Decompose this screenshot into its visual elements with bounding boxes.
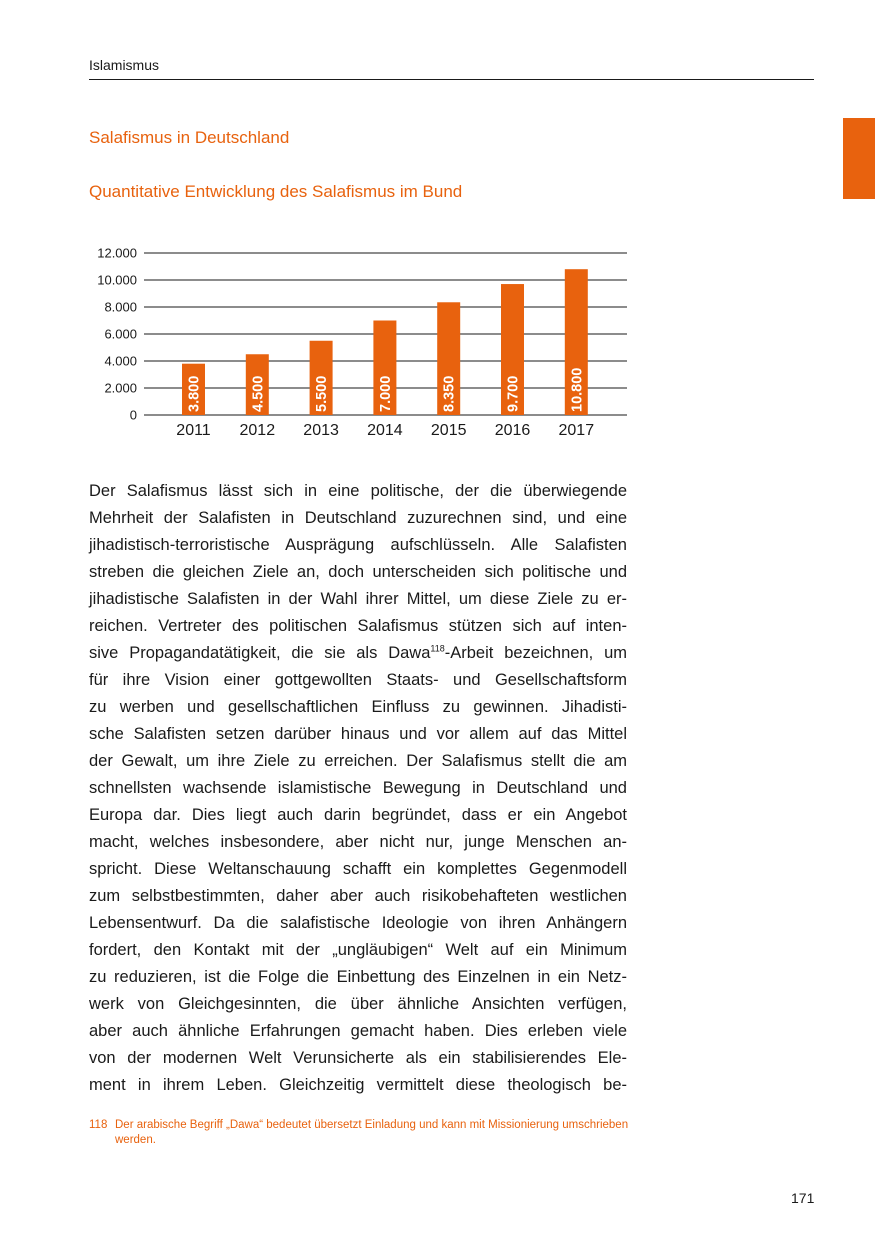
body-line-end: -Arbeit bezeichnen, um	[444, 644, 627, 662]
bar-value-label: 5.500	[314, 375, 331, 412]
body-line: ment in ihrem Leben. Gleichzeitig vermittelt diese theologisch be-	[89, 1076, 627, 1094]
body-line: werk von Gleichgesinnten, die über ähnliche Ansichten verfügen,	[89, 995, 627, 1013]
section-title: Salafismus in Deutschland	[89, 128, 290, 147]
x-tick-label: 2012	[239, 422, 276, 439]
body-line: Mehrheit der Salafisten in Deutschland zuzurechnen sind, und eine	[89, 509, 627, 527]
y-tick-label: 10.000	[97, 272, 137, 288]
body-line: von der modernen Welt Verunsicherte als ein stabilisierendes Ele-	[89, 1049, 627, 1067]
y-tick-label: 4.000	[104, 353, 137, 369]
y-tick-label: 0	[129, 407, 137, 423]
running-header: Islamismus	[89, 57, 160, 73]
body-line: jihadistische Salafisten in der Wahl ihrer Mittel, um diese Ziele zu er-	[89, 590, 627, 608]
footnote-reference: 118	[430, 643, 445, 654]
body-line: reichen. Vertreter des politischen Salafismus stützen sich auf inten-	[89, 617, 627, 635]
body-line: zum selbstbestimmten, daher aber auch risikobehafteten westlichen	[89, 887, 627, 905]
body-line: spricht. Diese Weltanschauung schafft ein komplettes Gegenmodell	[89, 860, 627, 878]
body-line: jihadistisch-terroristische Ausprägung aufschlüsseln. Alle Salafisten	[89, 536, 627, 554]
body-line: aber auch ähnliche Erfahrungen gemacht haben. Dies erleben viele	[89, 1022, 627, 1040]
y-tick-label: 6.000	[104, 326, 137, 342]
footnote-text: Der arabische Begriff „Dawa“ bedeutet übersetzt Einladung und kann mit Missionierung umschrieben werden.	[115, 1119, 629, 1146]
body-line: Europa dar. Dies liegt auch darin begründet, dass er ein Angebot	[89, 806, 627, 824]
x-tick-label: 2017	[558, 422, 595, 439]
header-rule	[89, 79, 814, 80]
body-line: Der Salafismus lässt sich in eine politische, der die überwiegende	[89, 482, 627, 500]
body-line: sche Salafisten setzen darüber hinaus und vor allem auf das Mittel	[89, 725, 627, 743]
body-line: zu werben und gesellschaftlichen Einfluss zu gewinnen. Jihadisti-	[89, 698, 627, 716]
page-number: 171	[791, 1190, 815, 1206]
body-line-with-footnote-ref	[89, 640, 627, 667]
x-tick-label: 2013	[303, 422, 339, 439]
bar-value-label: 10.800	[569, 367, 586, 412]
bar-chart	[80, 240, 640, 450]
x-tick-label: 2011	[176, 422, 211, 439]
y-tick-label: 8.000	[104, 299, 137, 315]
chapter-tab-marker	[843, 118, 875, 199]
x-tick-label: 2014	[367, 422, 403, 439]
chart-title: Quantitative Entwicklung des Salafismus im Bund	[89, 182, 463, 201]
bar-value-label: 9.700	[505, 375, 522, 412]
body-paragraph	[89, 478, 627, 1099]
y-tick-label: 12.000	[97, 245, 137, 261]
body-line: streben die gleichen Ziele an, doch unterscheiden sich politische und	[89, 563, 627, 581]
x-tick-label: 2016	[494, 422, 531, 439]
footnote-number: 118	[89, 1119, 108, 1131]
body-line: der Gewalt, um ihre Ziele zu erreichen. Der Salafismus stellt die am	[89, 752, 627, 770]
body-line: macht, welches insbesondere, aber nicht nur, junge Menschen an-	[89, 833, 627, 851]
x-tick-label: 2015	[430, 422, 467, 439]
body-line: Lebensentwurf. Da die salafistische Ideologie von ihren Anhängern	[89, 914, 627, 932]
footnote	[89, 1118, 629, 1148]
bar-value-label: 4.500	[250, 375, 267, 412]
body-line: schnellsten wachsende islamistische Bewegung in Deutschland und	[89, 779, 627, 797]
body-line: fordert, den Kontakt mit der „ungläubigen“ Welt auf ein Minimum	[89, 941, 627, 959]
body-line-start: sive Propagandatätigkeit, die sie als Dawa	[89, 644, 431, 662]
body-line: zu reduzieren, ist die Folge die Einbettung des Einzelnen in ein Netz-	[89, 968, 627, 986]
y-tick-label: 2.000	[104, 380, 137, 396]
bar-value-label: 3.800	[186, 375, 203, 412]
body-line: für ihre Vision einer gottgewollten Staats- und Gesellschaftsform	[89, 671, 627, 689]
bar-value-label: 8.350	[441, 375, 458, 412]
bar-value-label: 7.000	[377, 375, 394, 412]
